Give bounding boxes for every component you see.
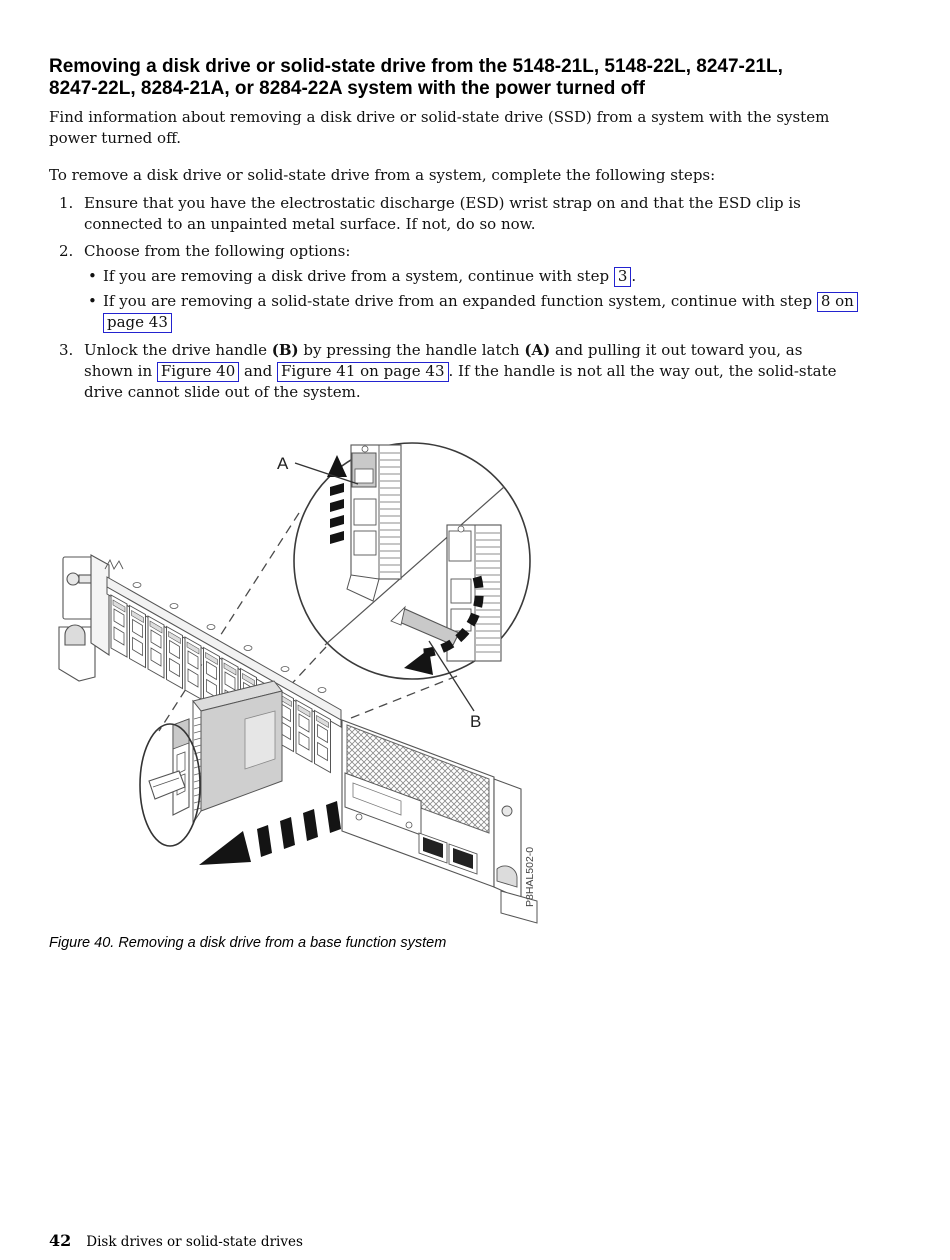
link-step-8-part1[interactable]: 8 on: [817, 292, 858, 312]
carrier-latch-detail: [347, 445, 401, 601]
step-3-t5: and: [239, 362, 278, 380]
magnifier-detail-circle: [294, 443, 530, 679]
callout-b-bold: (B): [271, 341, 299, 359]
bullet-1-pre: If you are removing a disk drive from a system, continue with step: [103, 267, 614, 285]
step-2-text: Choose from the following options:: [84, 242, 351, 260]
step-3-t3: and pulling it out toward you, as: [550, 341, 803, 359]
step-3-t1: Unlock the drive handle: [84, 341, 272, 359]
step-item-2: [49, 241, 894, 334]
page-title-line2: 8247-22L, 8284-21A, or 8284-22A system with the power turned off: [49, 77, 645, 99]
intro-line1: Find information about removing a disk drive or solid-state drive (SSD) from a system with the system: [49, 108, 830, 126]
link-step-3[interactable]: 3: [614, 267, 632, 287]
step-3-text: [84, 340, 894, 403]
link-figure-41[interactable]: Figure 41 on page 43: [277, 362, 448, 382]
callout-a-bold: (A): [524, 341, 551, 359]
step-3-t4: shown in: [84, 362, 157, 380]
page-footer: [49, 1231, 303, 1250]
step-1-text: [84, 193, 894, 235]
bullet-1-text: [103, 266, 894, 287]
label-b: B: [470, 712, 482, 731]
intro-line2: power turned off.: [49, 129, 181, 147]
lead-paragraph: To remove a disk drive or solid-state drive from a system, complete the following steps:: [49, 166, 716, 184]
page-content: [49, 56, 894, 951]
bullet-item-ssd: [84, 291, 894, 333]
chassis-right-section: [342, 720, 537, 923]
step-3-t2: by pressing the handle latch: [298, 341, 525, 359]
footer-text: Disk drives or solid-state drives: [86, 1234, 303, 1250]
bullet-2-text: [103, 291, 894, 333]
step-item-1: [49, 193, 894, 235]
part-number-vertical: P8HAL502-0: [524, 846, 536, 907]
label-a: A: [277, 454, 289, 473]
step-3-t6: . If the handle is not all the way out, the solid-state: [448, 362, 837, 380]
figure-40-illustration: [49, 429, 549, 927]
link-step-8-part2[interactable]: page 43: [103, 313, 172, 333]
bullet-marker: •: [88, 267, 97, 285]
bullet-1-post: .: [631, 267, 637, 285]
step-1-line2: connected to an unpainted metal surface. If not, do so now.: [84, 215, 536, 233]
link-figure-40[interactable]: Figure 40: [157, 362, 239, 382]
extracted-disk-drive: [140, 681, 282, 846]
step-number: 3.: [59, 341, 74, 359]
bullet-2-pre: If you are removing a solid-state drive from an expanded function system, continue with step: [103, 292, 817, 310]
figure-caption: Figure 40. Removing a disk drive from a base function system: [49, 935, 447, 951]
bullet-item-disk-drive: [84, 266, 894, 287]
page-number: 42: [49, 1231, 72, 1250]
intro-text: [49, 107, 894, 149]
removal-arrow: [199, 801, 341, 865]
figure-40: [49, 429, 894, 951]
step-number: 2.: [59, 242, 74, 260]
step-item-3: [49, 340, 894, 403]
page-title: [49, 56, 894, 99]
step-3-t7: drive cannot slide out of the system.: [84, 383, 361, 401]
step-2-body: [84, 241, 894, 334]
bullet-marker: •: [88, 292, 97, 310]
page-title-line1: Removing a disk drive or solid-state drive from the 5148-21L, 5148-22L, 8247-21L,: [49, 56, 783, 77]
step-number: 1.: [59, 194, 74, 212]
step-1-line1: Ensure that you have the electrostatic discharge (ESD) wrist strap on and that the ESD clip is: [84, 194, 801, 212]
